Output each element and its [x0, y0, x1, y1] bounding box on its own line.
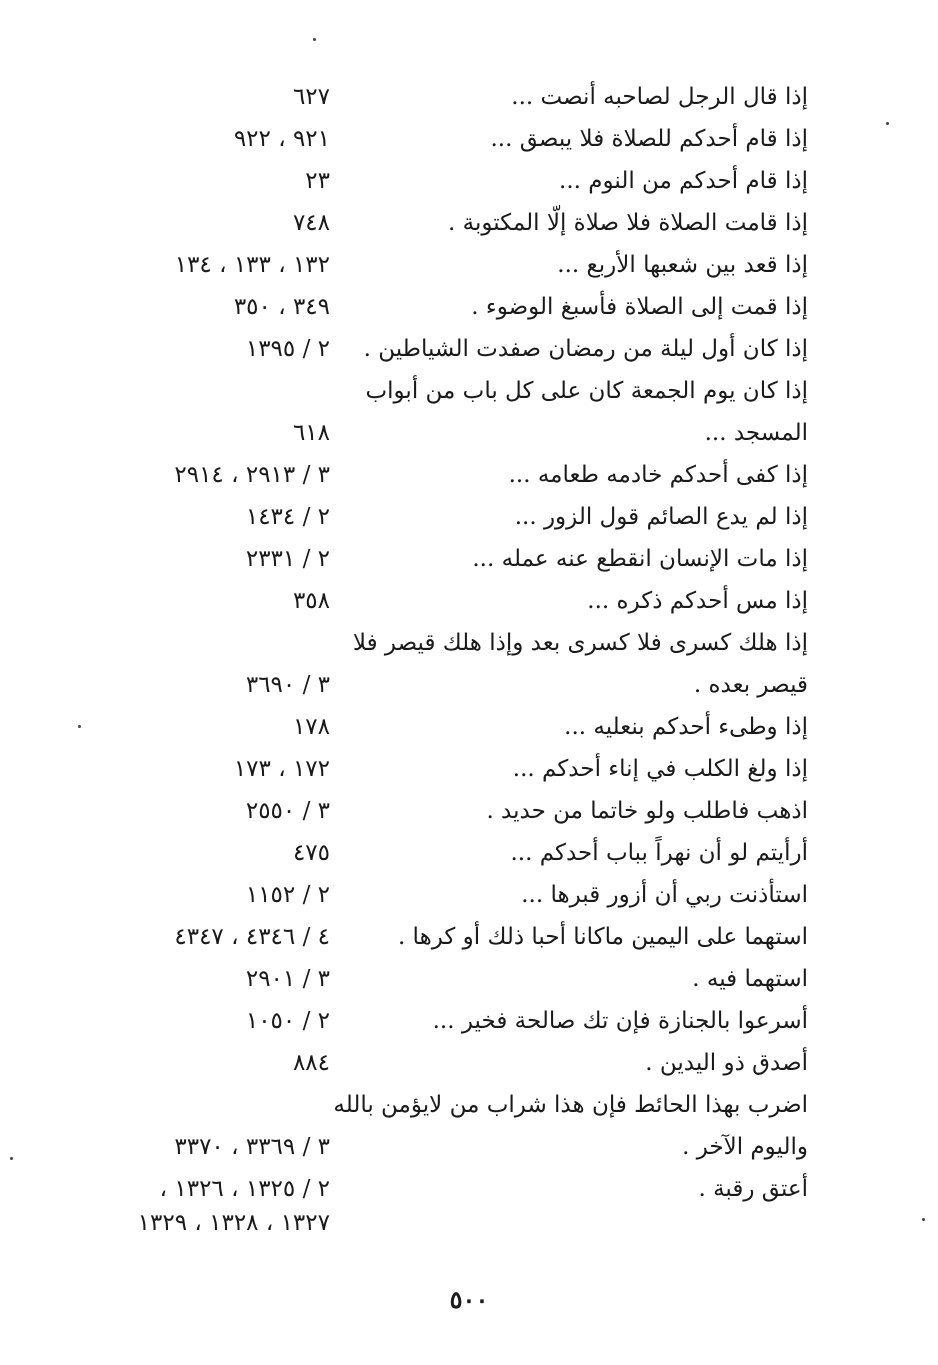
index-entry [0, 371, 938, 411]
index-entry [0, 245, 938, 285]
entry-reference: ٣ / ٢٩١٣ ، ٢٩١٤ [174, 462, 330, 488]
entry-reference: ٣٤٩ ، ٣٥٠ [233, 294, 330, 320]
entry-text: استهما فيه . [692, 966, 808, 992]
index-entry [0, 917, 938, 957]
entry-reference: ٢ / ١٤٣٤ [245, 504, 330, 530]
entry-reference: ٦١٨ [292, 420, 330, 446]
entry-text: واليوم الآخر . [682, 1134, 808, 1160]
entry-reference: ٣٥٨ [292, 588, 330, 614]
entry-text: اضرب بهذا الحائط فإن هذا شراب من لايؤمن بالله [333, 1092, 808, 1118]
index-entry [0, 707, 938, 747]
entry-reference: ٤٧٥ [292, 840, 330, 866]
index-entry [0, 749, 938, 789]
index-entry [0, 287, 938, 327]
index-entry [0, 581, 938, 621]
entry-text: أعتق رقبة . [698, 1176, 808, 1202]
entry-text: إذا قامت الصلاة فلا صلاة إلّا المكتوبة . [447, 210, 808, 236]
entry-text: إذا قام أحدكم من النوم ... [559, 168, 808, 194]
index-entry [0, 1043, 938, 1083]
entry-reference: ٣ / ٢٥٥٠ [245, 798, 330, 824]
entry-reference: ٢ / ١٣٩٥ [245, 336, 330, 362]
entry-reference: ٧٤٨ [292, 210, 330, 236]
entry-reference: ٦٢٧ [292, 84, 330, 110]
entry-reference: ٨٨٤ [292, 1050, 330, 1076]
entry-reference: ٣ / ٣٣٦٩ ، ٣٣٧٠ [174, 1134, 330, 1160]
entry-reference: ٢٣ [305, 168, 330, 194]
index-entry [0, 1001, 938, 1041]
index-entry [0, 77, 938, 117]
entry-text: إذا ولغ الكلب في إناء أحدكم ... [512, 756, 808, 782]
entry-reference: ١٣٢٧ ، ١٣٢٨ ، ١٣٢٩ [137, 1210, 330, 1236]
entry-reference: ٢ / ١٠٥٠ [245, 1008, 330, 1034]
entry-reference: ٩٢١ ، ٩٢٢ [233, 126, 330, 152]
index-entry [0, 497, 938, 537]
entry-reference: ٤ / ٤٣٤٦ ، ٤٣٤٧ [174, 924, 330, 950]
entry-reference: ٣ / ٣٦٩٠ [245, 672, 330, 698]
index-entry [0, 833, 938, 873]
entry-text: إذا وطىء أحدكم بنعليه ... [564, 714, 808, 740]
index-entry [0, 119, 938, 159]
index-entry [0, 329, 938, 369]
entry-reference: ٢ / ٢٣٣١ [245, 546, 330, 572]
page-number: ٥٠٠ [449, 1285, 489, 1314]
entry-text: إذا كفى أحدكم خادمه طعامه ... [508, 462, 808, 488]
entry-text: إذا قام أحدكم للصلاة فلا يبصق ... [490, 126, 808, 152]
entry-text: إذا قال الرجل لصاحبه أنصت ... [511, 84, 808, 110]
index-entry [0, 875, 938, 915]
entry-reference: ٣ / ٢٩٠١ [245, 966, 330, 992]
index-entry [0, 413, 938, 453]
entry-reference: ٢ / ١١٥٢ [245, 882, 330, 908]
entry-text: إذا مس أحدكم ذكره ... [587, 588, 808, 614]
entry-text: قيصر بعده . [693, 672, 808, 698]
index-entry [0, 623, 938, 663]
entry-reference: ١٣٢ ، ١٣٣ ، ١٣٤ [174, 252, 330, 278]
entry-text: اذهب فاطلب ولو خاتما من حديد . [486, 798, 808, 824]
entry-text: استهما على اليمين ماكانا أحبا ذلك أو كرها . [397, 924, 808, 950]
index-entry [0, 959, 938, 999]
entry-text: إذا كان يوم الجمعة كان على كل باب من أبواب [365, 378, 808, 404]
index-entry [0, 539, 938, 579]
entry-text: استأذنت ربي أن أزور قبرها ... [521, 882, 808, 908]
entry-reference: ١٧٨ [292, 714, 330, 740]
index-entry [0, 1085, 938, 1125]
entry-text: إذا كان أول ليلة من رمضان صفدت الشياطين . [363, 336, 808, 362]
index-entry [0, 1203, 938, 1243]
entry-text: أصدق ذو اليدين . [645, 1050, 808, 1076]
entry-reference: ٢ / ١٣٢٥ ، ١٣٢٦ ، [159, 1176, 330, 1202]
entry-reference: ١٧٢ ، ١٧٣ [233, 756, 330, 782]
index-entry [0, 455, 938, 495]
entry-text: أرأيتم لو أن نهراً بباب أحدكم ... [510, 840, 808, 866]
index-entry [0, 203, 938, 243]
entry-text: إذا هلك كسرى فلا كسرى بعد وإذا هلك قيصر فلا [352, 630, 808, 656]
entry-text: إذا قمت إلى الصلاة فأسبغ الوضوء . [471, 294, 808, 320]
entry-text: إذا مات الإنسان انقطع عنه عمله ... [472, 546, 808, 572]
entry-text: إذا لم يدع الصائم قول الزور ... [514, 504, 808, 530]
index-entry [0, 161, 938, 201]
index-entry [0, 1127, 938, 1167]
index-entry [0, 791, 938, 831]
entry-text: أسرعوا بالجنازة فإن تك صالحة فخير ... [432, 1008, 808, 1034]
entry-text: المسجد ... [704, 420, 808, 446]
entry-text: إذا قعد بين شعبها الأربع ... [557, 252, 808, 278]
index-entry [0, 665, 938, 705]
